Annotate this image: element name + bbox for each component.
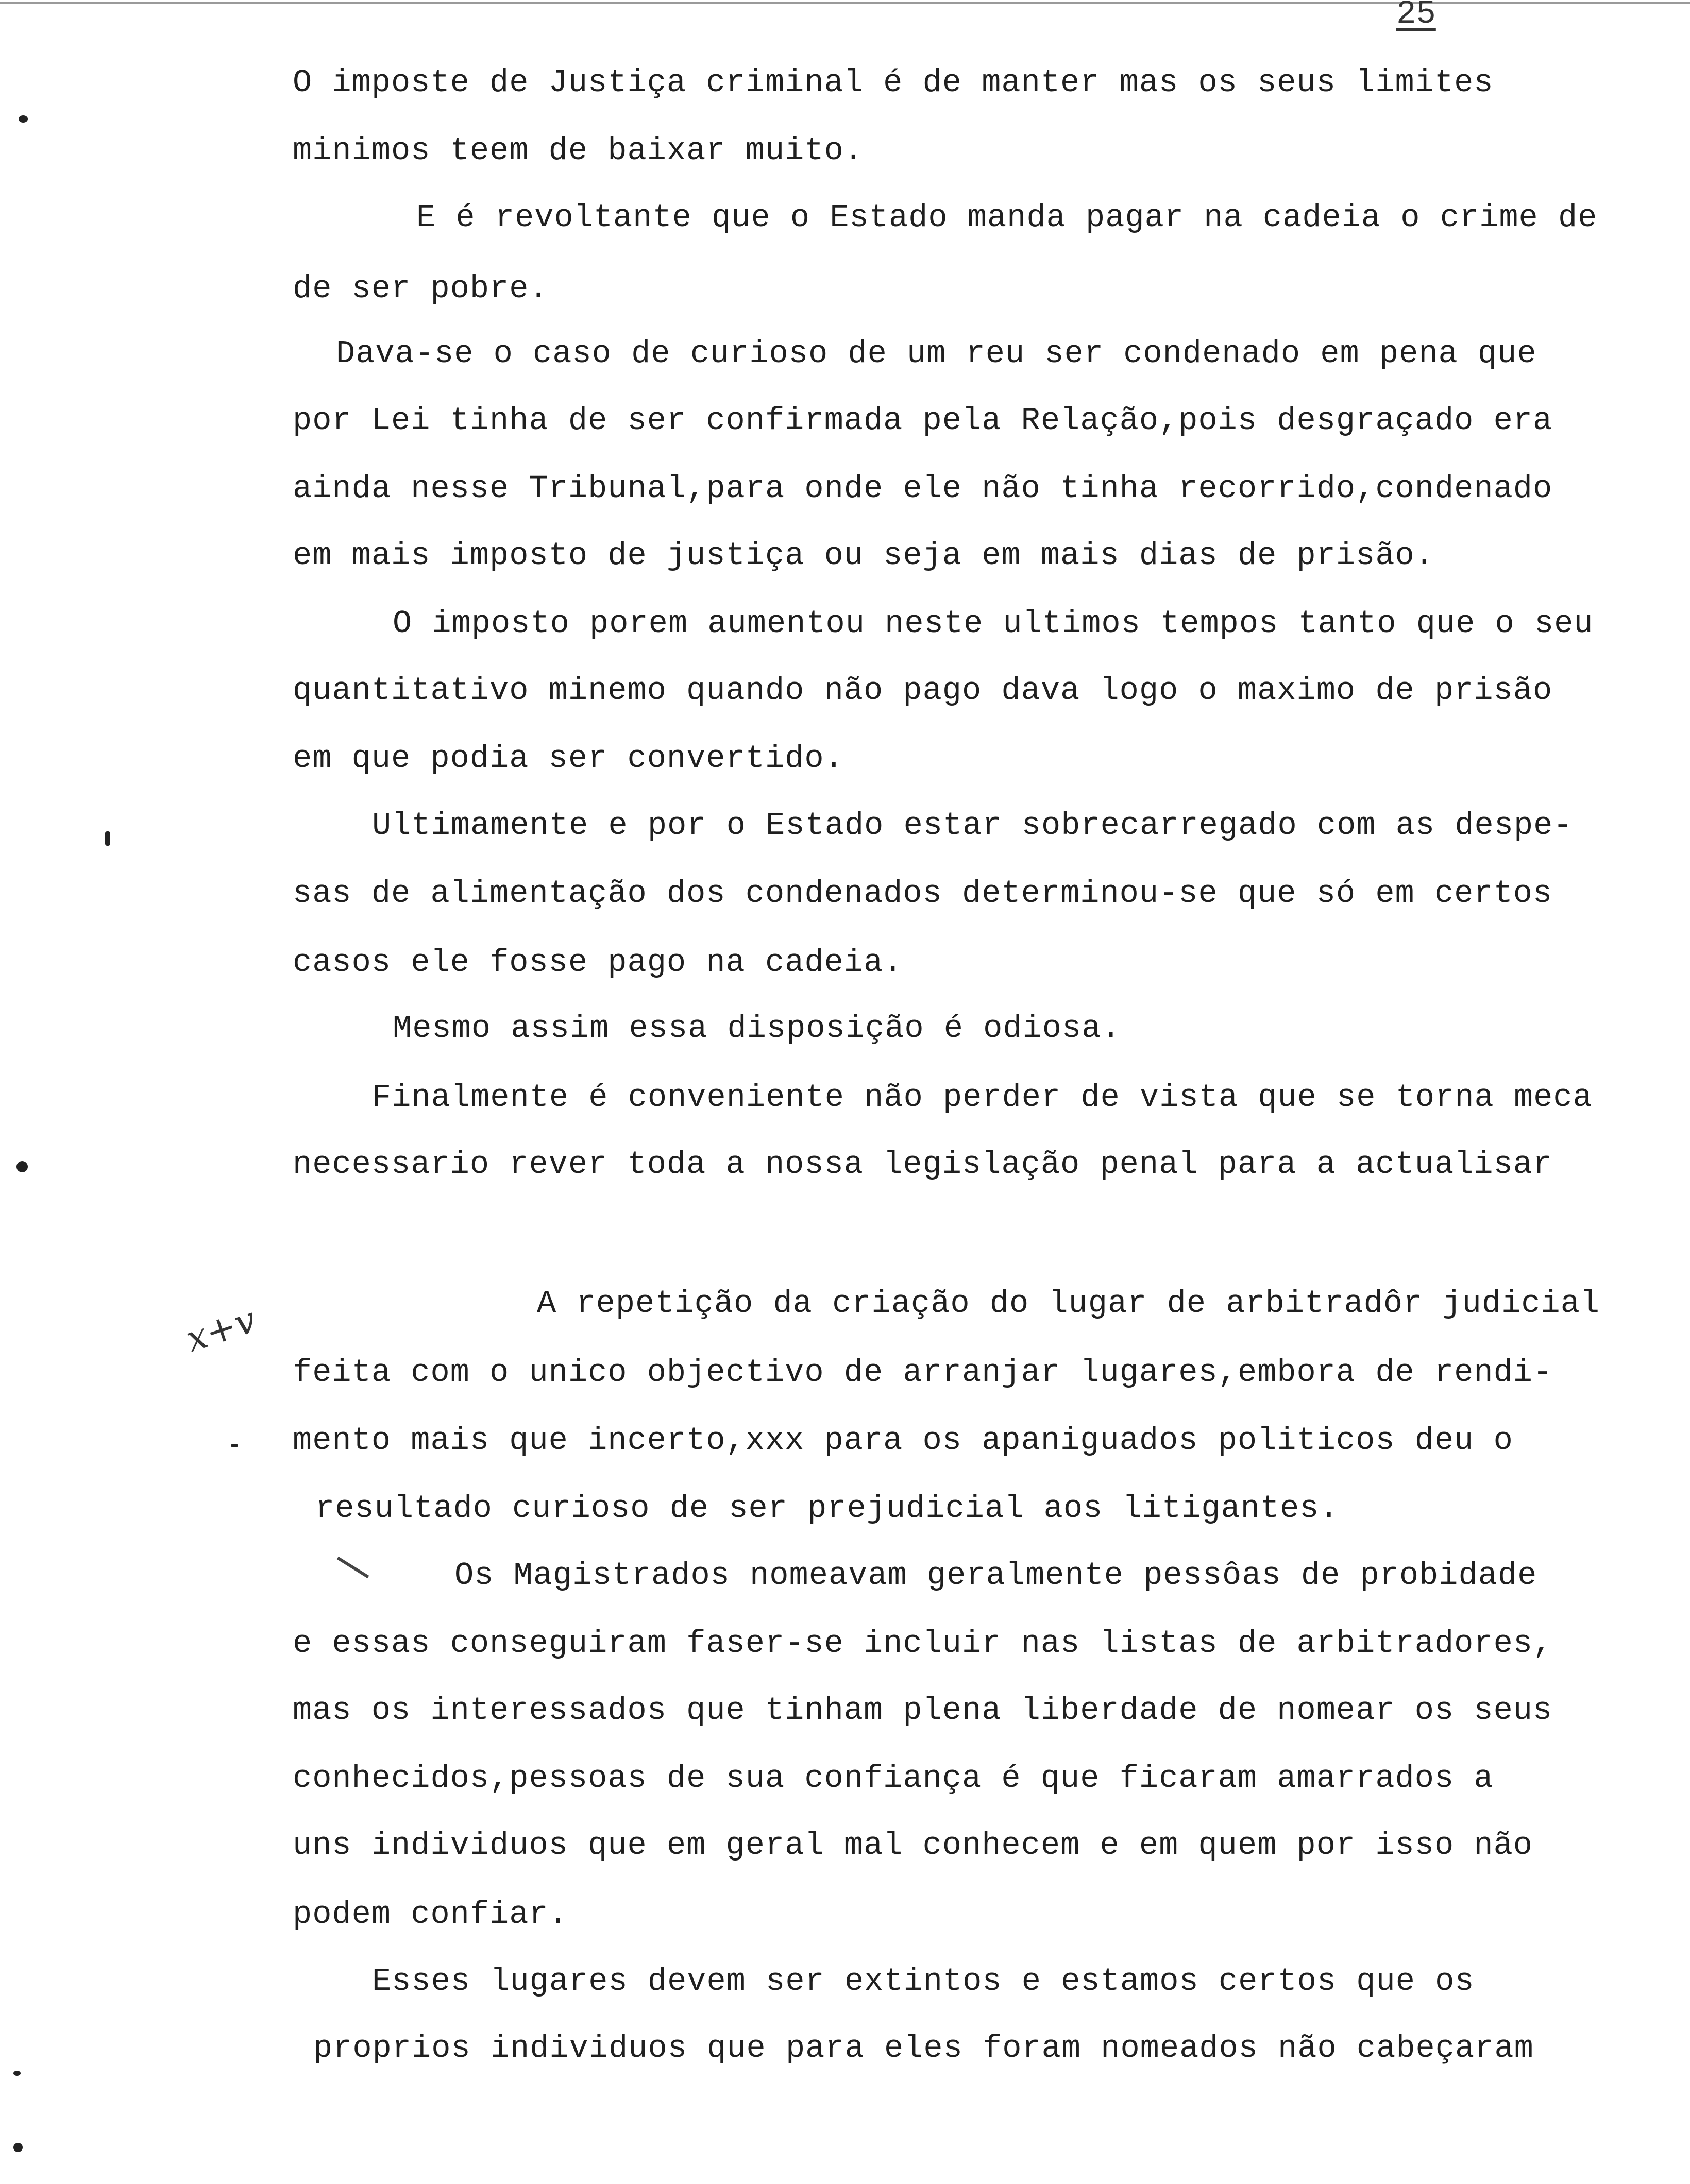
text-line-9: O imposto porem aumentou neste ultimos tempos tanto que o seu [393, 605, 1594, 642]
text-line-25: conhecidos,pessoas de sua confiança é que ficaram amarrados a [293, 1760, 1494, 1797]
text-line-6: por Lei tinha de ser confirmada pela Relação,pois desgraçado era [293, 402, 1553, 439]
text-line-16: Finalmente é conveniente não perder de vista que se torna meca [372, 1079, 1593, 1116]
text-line-28: Esses lugares devem ser extintos e estamos certos que os [372, 1963, 1475, 2000]
text-line-18: A repetição da criação do lugar de arbitradôr judicial [537, 1285, 1600, 1322]
text-line-24: mas os interessados que tinham plena liberdade de nomear os seus [293, 1692, 1553, 1729]
margin-dot-mark [231, 1444, 238, 1447]
margin-dot-mark [105, 831, 110, 846]
text-line-22: Os Magistrados nomeavam geralmente pessôas de probidade [454, 1557, 1537, 1594]
text-line-17: necessario rever toda a nossa legislação penal para a actualisar [293, 1146, 1553, 1183]
text-line-10: quantitativo minemo quando não pago dava logo o maximo de prisão [293, 672, 1553, 709]
margin-dot-mark [16, 1161, 28, 1172]
text-line-4: de ser pobre. [293, 270, 549, 307]
text-line-1: O imposte de Justiça criminal é de manter mas os seus limites [293, 64, 1494, 101]
text-line-3: E é revoltante que o Estado manda pagar na cadeia o crime de [416, 199, 1598, 236]
text-line-15: Mesmo assim essa disposição é odiosa. [393, 1010, 1121, 1047]
text-line-12: Ultimamente e por o Estado estar sobrecarregado com as despe- [372, 807, 1573, 844]
text-line-27: podem confiar. [293, 1896, 568, 1933]
handwritten-margin-note: x+v [180, 1298, 261, 1361]
margin-dot-mark [13, 2071, 21, 2076]
text-line-13: sas de alimentação dos condenados determinou-se que só em certos [293, 875, 1553, 912]
text-line-5: Dava-se o caso de curioso de um reu ser condenado em pena que [336, 335, 1537, 372]
text-line-29: proprios individuos que para eles foram nomeados não cabeçaram [313, 2030, 1534, 2067]
text-line-21: resultado curioso de ser prejudicial aos litigantes. [315, 1490, 1339, 1527]
text-line-7: ainda nesse Tribunal,para onde ele não tinha recorrido,condenado [293, 470, 1553, 507]
text-line-26: uns individuos que em geral mal conhecem e em quem por isso não [293, 1827, 1533, 1864]
text-line-19: feita com o unico objectivo de arranjar lugares,embora de rendi- [293, 1354, 1553, 1391]
text-line-8: em mais imposto de justiça ou seja em mais dias de prisão. [293, 537, 1434, 574]
margin-dot-mark [13, 2143, 23, 2152]
page-number: 25 [1396, 0, 1436, 33]
margin-dot-mark [19, 115, 28, 123]
pen-stroke-mark [337, 1557, 369, 1578]
top-edge-rule [0, 2, 1690, 4]
text-line-14: casos ele fosse pago na cadeia. [293, 944, 903, 981]
text-line-2: minimos teem de baixar muito. [293, 132, 864, 169]
text-line-11: em que podia ser convertido. [293, 740, 844, 777]
text-line-23: e essas conseguiram faser-se incluir nas listas de arbitradores, [293, 1625, 1553, 1662]
text-line-20: mento mais que incerto,xxx para os apaniguados politicos deu o [293, 1422, 1513, 1459]
